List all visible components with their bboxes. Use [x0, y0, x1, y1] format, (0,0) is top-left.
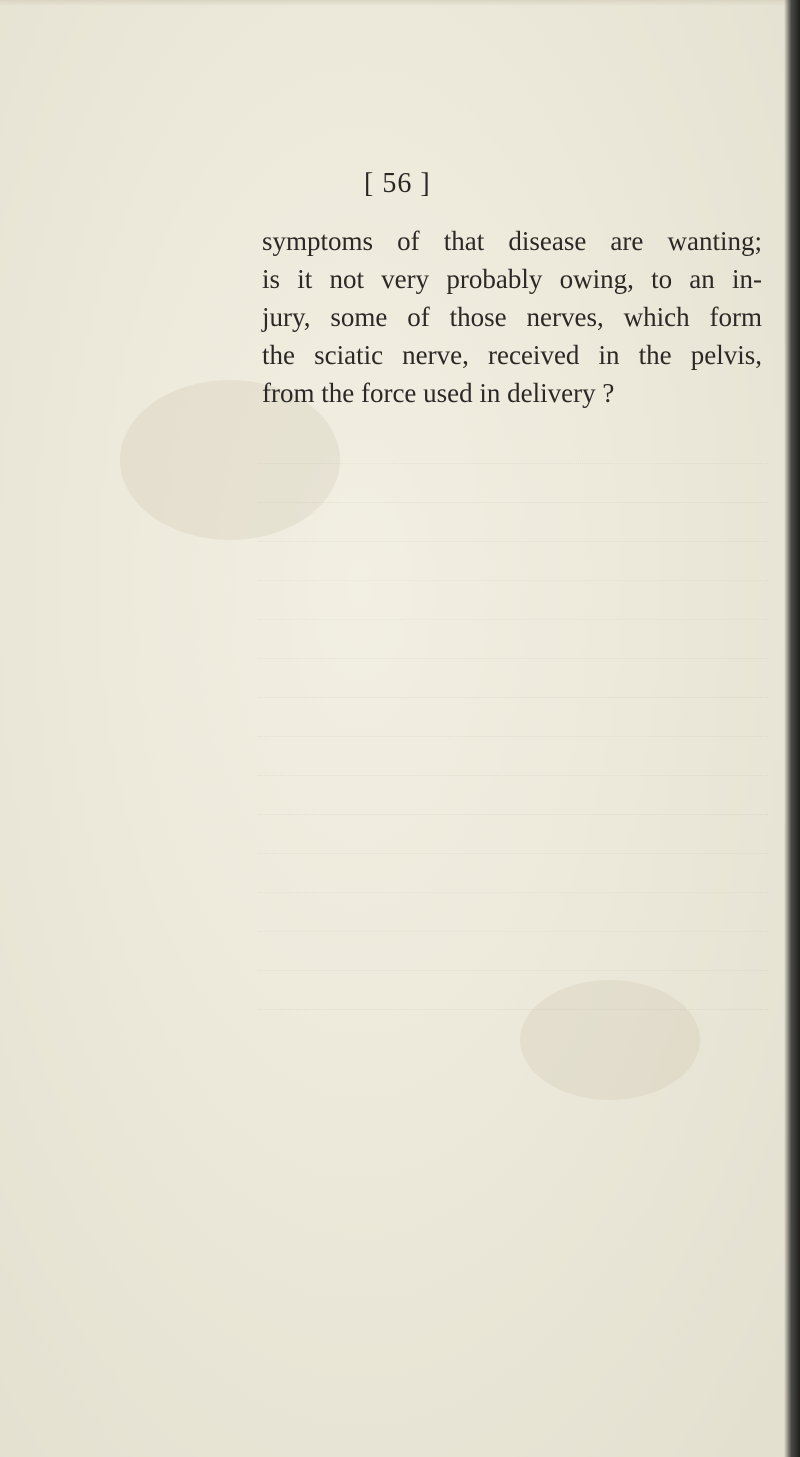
body-text — [262, 222, 762, 412]
page-number: [ 56 ] — [364, 168, 431, 199]
text-line: jury, some of those nerves, which form — [262, 302, 762, 332]
text-line: is it not very probably owing, to an in- — [262, 264, 762, 294]
show-through-text — [258, 425, 768, 1010]
page-binding-edge — [784, 0, 800, 1457]
text-line: the sciatic nerve, received in the pelvis, — [262, 340, 762, 370]
text-line: from the force used in delivery ? — [262, 378, 615, 408]
text-line: symptoms of that disease are wanting; — [262, 226, 762, 256]
page-top-edge — [0, 0, 800, 6]
